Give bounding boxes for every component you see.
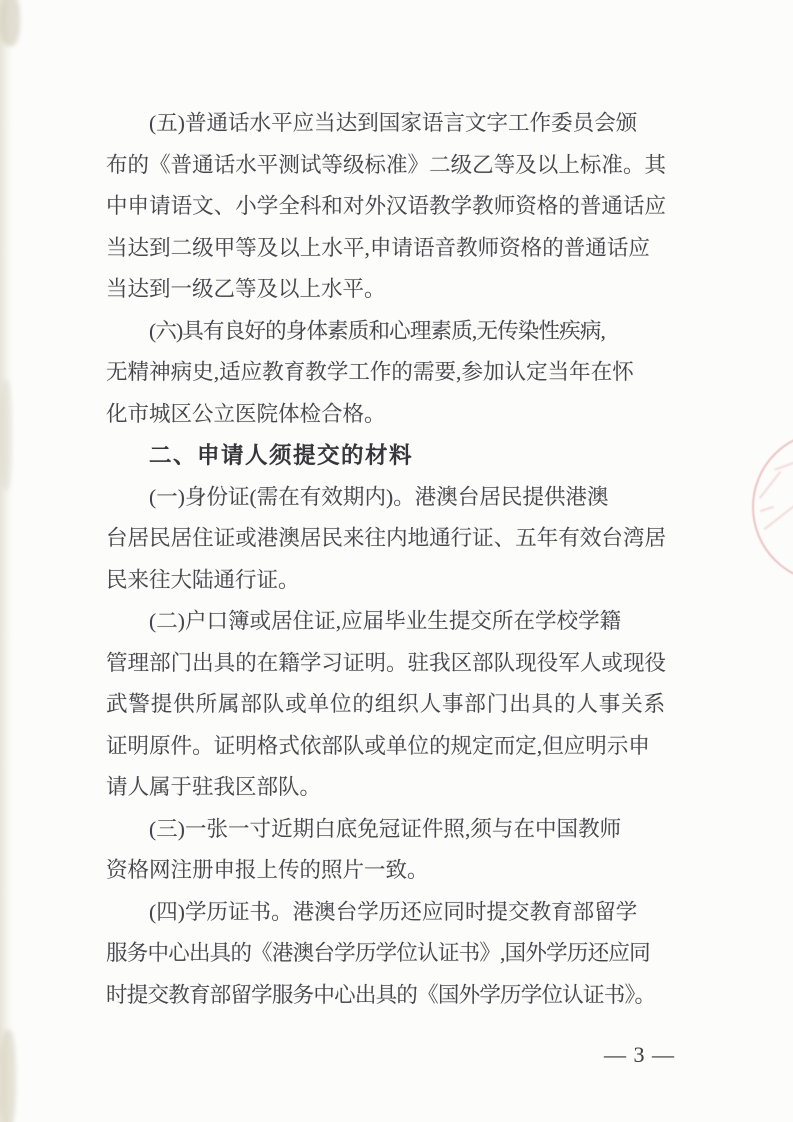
text-line-22: 时提交教育部留学服务中心出具的《国外学历学位认证书》。 (106, 982, 656, 1007)
scan-edge-blob-middle (0, 380, 12, 490)
section-heading: 二、申请人须提交的材料 (149, 443, 414, 468)
text-line-10: (一)身份证(需在有效期内)。港澳台居民提供港澳 (149, 484, 609, 509)
text-line-14: 管理部门出具的在籍学习证明。驻我区部队现役军人或现役 (106, 650, 667, 675)
text-line-1: (五)普通话水平应当达到国家语言文字工作委员会颁 (149, 111, 638, 135)
document-body (106, 103, 668, 1016)
text-line-2: 布的《普通话水平测试等级标准》二级乙等及以上标准。其 (106, 152, 667, 177)
text-line-16: 证明原件。证明格式依部队或单位的规定而定,但应明示申 (106, 733, 650, 758)
text-line-15: 武警提供所属部队或单位的组织人事部门出具的人事关系 (106, 692, 667, 716)
text-line-8: 化市城区公立医院体检合格。 (106, 401, 386, 426)
scan-edge-blob-top (0, 0, 20, 46)
text-line-5: 当达到一级乙等及以上水平。 (106, 277, 386, 301)
text-line-6: (六)具有良好的身体素质和心理素质,无传染性疾病, (149, 318, 606, 343)
text-line-19: 资格网注册申报上传的照片一致。 (106, 858, 429, 882)
text-line-13: (二)户口簿或居住证,应届毕业生提交所在学校学籍 (149, 609, 622, 633)
page-number: — 3 — (604, 1042, 675, 1067)
text-line-12: 民来往大陆通行证。 (106, 567, 300, 592)
text-line-18: (三)一张一寸近期白底免冠证件照,须与在中国教师 (149, 816, 622, 841)
text-line-17: 请人属于驻我区部队。 (106, 775, 322, 799)
scan-edge-shadow (0, 0, 14, 1122)
scan-edge-blob-bottom (0, 1030, 16, 1122)
text-line-3: 中申请语文、小学全科和对外汉语教学教师资格的普通话应 (106, 194, 667, 218)
text-line-20: (四)学历证书。港澳台学历还应同时提交教育部留学 (149, 899, 638, 924)
text-line-21: 服务中心出具的《港澳台学历学位认证书》,国外学历还应同 (106, 941, 650, 965)
text-line-11: 台居民居住证或港澳居民来往内地通行证、五年有效台湾居 (106, 526, 667, 550)
text-line-4: 当达到二级甲等及以上水平,申请语音教师资格的普通话应 (106, 235, 650, 260)
text-line-7: 无精神病史,适应教育教学工作的需要,参加认定当年在怀 (106, 360, 634, 384)
